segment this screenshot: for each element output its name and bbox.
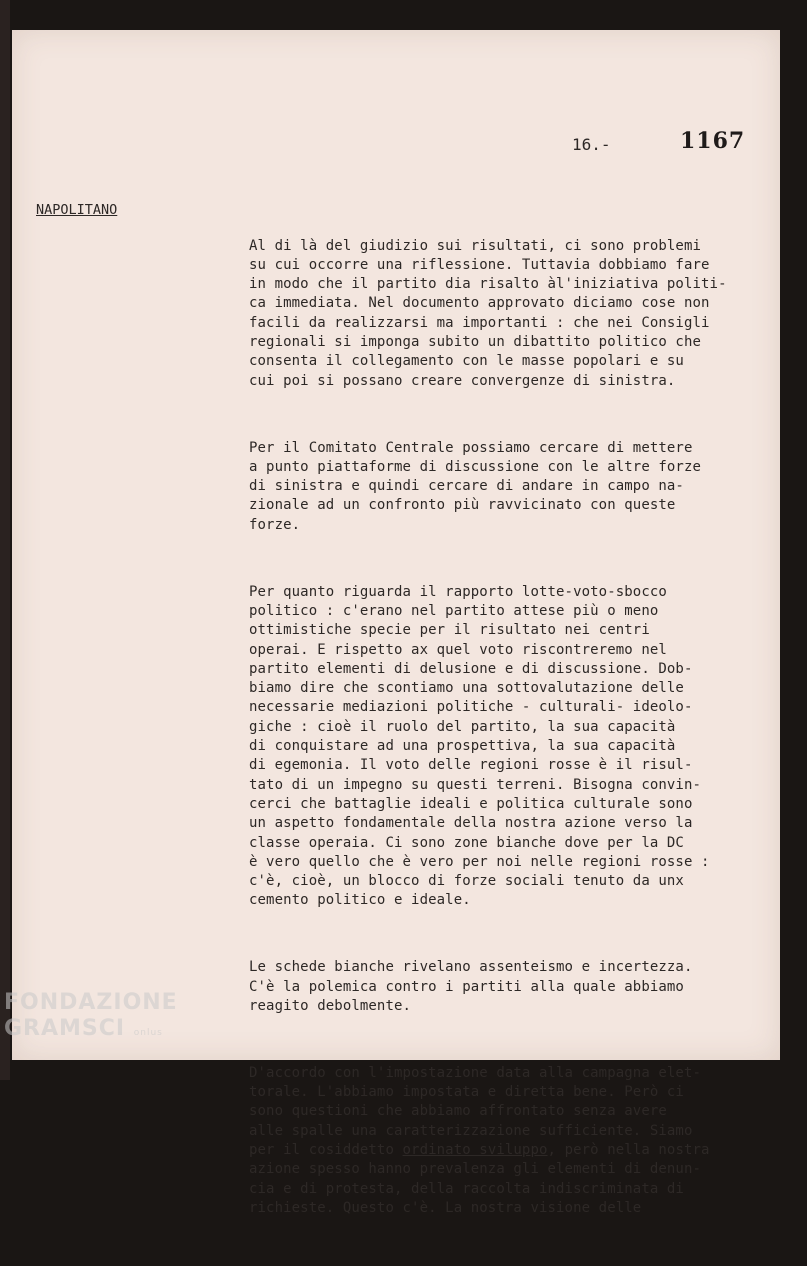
- watermark-line2-row: [4, 1016, 178, 1046]
- paragraph: Le schede bianche rivelano assenteismo e incertezza. C'è la polemica contro i partiti alla quale abbiamo reagito debolmente.: [249, 959, 693, 1014]
- watermark-line1: FONDAZIONE: [4, 990, 178, 1015]
- text-run: , però nella nostra azione spesso hanno prevalenza gli elementi di denun- cia e di protesta, della raccolta indiscriminata di richieste. Questo c'è. La nostra visione delle: [249, 1141, 710, 1216]
- speaker-name: NAPOLITANO: [36, 202, 118, 218]
- underlined-phrase: ordinato sviluppo: [402, 1141, 548, 1158]
- paragraph: [249, 1064, 779, 1218]
- paragraph: Al di là del giudizio sui risultati, ci sono problemi su cui occorre una riflessione. Tuttavia dobbiamo fare in modo che il partito dia risalto àl'iniziativa politi- ca immediata. Nel documento approvato diciamo cose non facili da realizzarsi ma importanti : che nei Consigli regionali si imponga subito un dibattito politico che consenta il collegamento con le masse popolari e su cui poi si possano creare convergenze di sinistra.: [249, 237, 727, 389]
- page-number: 16.-: [572, 135, 611, 154]
- document-page: [12, 30, 780, 1216]
- stamp-number: 1167: [680, 128, 746, 154]
- text-run: D'accordo con l'impostazione data alla campagna elet- torale. L'abbiamo impostata e diretta bene. Però ci sono questioni che abbiamo affrontato senza avere alle spalle una caratterizzazione sufficiente. Siamo per il cosiddetto: [249, 1064, 702, 1158]
- document-body: [249, 198, 779, 1266]
- paragraph: Per il Comitato Centrale possiamo cercare di mettere a punto piattaforme di discussione con le altre forze di sinistra e quindi cercare di andare in campo na- zionale ad un confronto più ravvicinato con queste forze.: [249, 439, 702, 533]
- watermark-line2: GRAMSCI: [4, 1016, 126, 1041]
- paragraph: Per quanto riguarda il rapporto lotte-voto-sbocco politico : c'erano nel partito attese più o meno ottimistiche specie per il risultato nei centri operai. E rispetto ax quel voto riscontreremo nel partito elementi di delusione e di discussione. Dob- biamo dire che scontiamo una sottovalutazione delle necessarie mediazioni politiche - culturali- ideolo- giche : cioè il ruolo del partito, la sua capacità di conquistare ad una prospettiva, la sua capacità di egemonia. Il voto delle regioni rosse è il risul- tato di un impegno su questi terreni. Bisogna convin- cerci che battaglie ideali e politica culturale sono un aspetto fondamentale della nostra azione verso la classe operaia. Ci sono zone bianche dove per la DC è vero quello che è vero per noi nelle regioni rosse : c'è, cioè, un blocco di forze sociali tenuto da unx cemento politico e ideale.: [249, 583, 710, 909]
- watermark: [4, 990, 178, 1046]
- watermark-suffix: onlus: [133, 1028, 163, 1038]
- binder-edge: [0, 0, 10, 1080]
